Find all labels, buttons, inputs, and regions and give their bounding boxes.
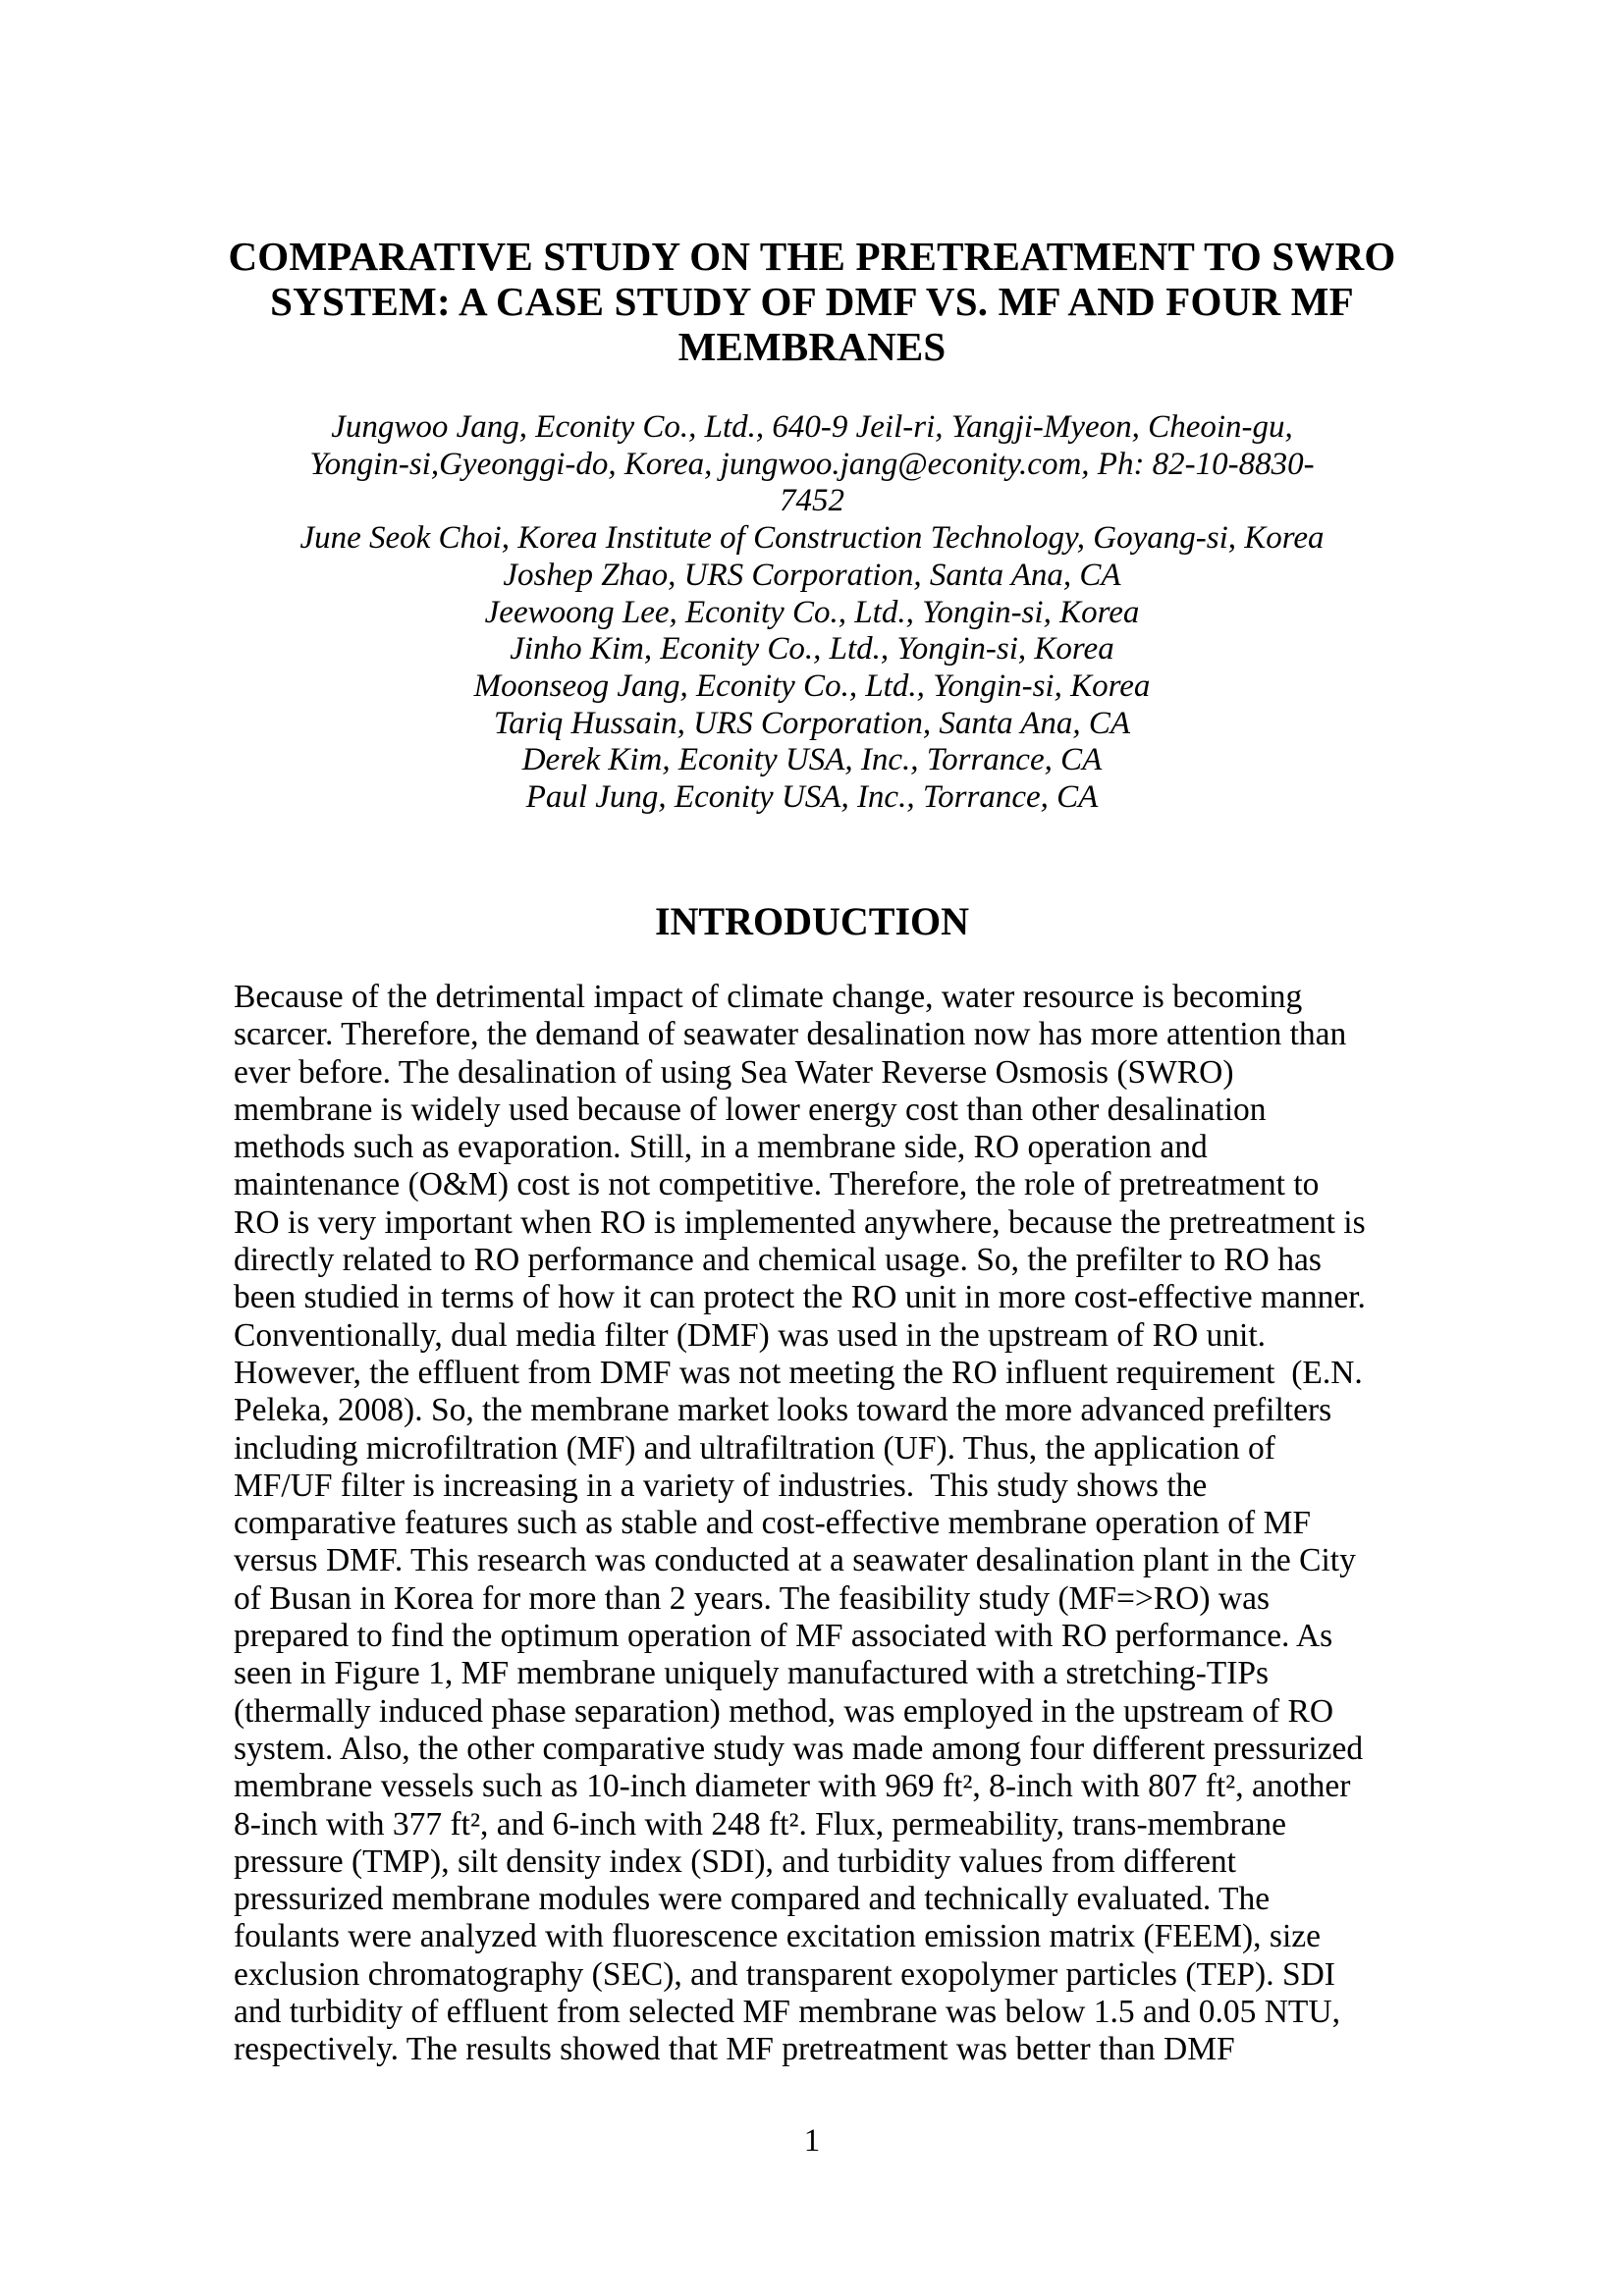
body-text-line: membrane is widely used because of lower energy cost than other desalination <box>234 1091 1267 1128</box>
body-text-line: exclusion chromatography (SEC), and transparent exopolymer particles (TEP). SDI <box>234 1955 1335 1993</box>
body-text-line: Because of the detrimental impact of climate change, water resource is becoming <box>234 979 1303 1015</box>
author-affiliation-line: Paul Jung, Econity USA, Inc., Torrance, CA <box>525 779 1099 816</box>
author-affiliation-line: Jeewoong Lee, Econity Co., Ltd., Yongin-si, Korea <box>484 594 1140 630</box>
page-number: 1 <box>803 2123 821 2159</box>
author-affiliation-line: Yongin-si,Gyeonggi-do, Korea, jungwoo.jang@econity.com, Ph: 82-10-8830- <box>309 446 1315 482</box>
author-affiliation-line: Joshep Zhao, URS Corporation, Santa Ana, CA <box>503 557 1121 593</box>
body-text-line: RO is very important when RO is implemented anywhere, because the pretreatment is <box>234 1203 1366 1241</box>
body-text-line: of Busan in Korea for more than 2 years. The feasibility study (MF=>RO) was <box>234 1579 1270 1617</box>
author-affiliations-block <box>0 409 1624 817</box>
body-text-line: pressurized membrane modules were compared and technically evaluated. The <box>234 1881 1271 1918</box>
body-text-line: comparative features such as stable and cost-effective membrane operation of MF <box>234 1505 1312 1542</box>
body-text-line: directly related to RO performance and chemical usage. So, the prefilter to RO has <box>234 1242 1322 1279</box>
body-text-line: including microfiltration (MF) and ultrafiltration (UF). Thus, the application of <box>234 1429 1275 1467</box>
body-text-line: versus DMF. This research was conducted at a seawater desalination plant in the City <box>234 1542 1356 1579</box>
body-text-line: seen in Figure 1, MF membrane uniquely manufactured with a stretching-TIPs <box>234 1655 1270 1692</box>
author-affiliation-line: Derek Kim, Econity USA, Inc., Torrance, CA <box>521 742 1103 778</box>
body-text-line: membrane vessels such as 10-inch diameter with 969 ft², 8-inch with 807 ft², another <box>234 1768 1351 1805</box>
body-text-line: ever before. The desalination of using Sea Water Reverse Osmosis (SWRO) <box>234 1053 1234 1091</box>
body-text-line: respectively. The results showed that MF pretreatment was better than DMF <box>234 2031 1235 2068</box>
title-line: COMPARATIVE STUDY ON THE PRETREATMENT TO SWRO <box>228 234 1396 279</box>
body-text-line: pressure (TMP), silt density index (SDI), and turbidity values from different <box>234 1842 1236 1880</box>
body-text-line: However, the effluent from DMF was not meeting the RO influent requirement (E.N. <box>234 1354 1363 1391</box>
body-text-line: methods such as evaporation. Still, in a membrane side, RO operation and <box>234 1129 1208 1166</box>
author-affiliation-line: 7452 <box>780 483 844 519</box>
body-text-line: system. Also, the other comparative study was made among four different pressurized <box>234 1730 1364 1767</box>
body-text-line: scarcer. Therefore, the demand of seawater desalination now has more attention than <box>234 1016 1347 1053</box>
author-affiliation-line: June Seok Choi, Korea Institute of Construction Technology, Goyang-si, Korea <box>299 520 1325 557</box>
title-line: SYSTEM: A CASE STUDY OF DMF VS. MF AND FOUR MF <box>270 279 1354 324</box>
body-text-line: 8-inch with 377 ft², and 6-inch with 248 ft². Flux, permeability, trans-membrane <box>234 1805 1286 1842</box>
section-heading-introduction: INTRODUCTION <box>654 899 970 943</box>
body-text-line: maintenance (O&M) cost is not competitive. Therefore, the role of pretreatment to <box>234 1166 1320 1203</box>
body-text-line: Peleka, 2008). So, the membrane market looks toward the more advanced prefilters <box>234 1392 1332 1429</box>
body-text-line: Conventionally, dual media filter (DMF) was used in the upstream of RO unit. <box>234 1316 1267 1354</box>
body-text-line: foulants were analyzed with fluorescence excitation emission matrix (FEEM), size <box>234 1918 1321 1955</box>
author-affiliation-line: Moonseog Jang, Econity Co., Ltd., Yongin-si, Korea <box>473 667 1151 704</box>
body-text-line: MF/UF filter is increasing in a variety of industries. This study shows the <box>234 1467 1208 1504</box>
author-affiliation-line: Tariq Hussain, URS Corporation, Santa Ana, CA <box>493 705 1131 741</box>
body-text-line: (thermally induced phase separation) method, was employed in the upstream of RO <box>234 1692 1334 1730</box>
paper-title <box>0 234 1624 369</box>
body-text-line: and turbidity of effluent from selected MF membrane was below 1.5 and 0.05 NTU, <box>234 1994 1340 2031</box>
introduction-paragraph <box>234 979 1432 2069</box>
body-text-line: been studied in terms of how it can protect the RO unit in more cost-effective manner. <box>234 1279 1366 1316</box>
body-text-line: prepared to find the optimum operation of MF associated with RO performance. As <box>234 1618 1333 1655</box>
author-affiliation-line: Jungwoo Jang, Econity Co., Ltd., 640-9 Jeil-ri, Yangji-Myeon, Cheoin-gu, <box>331 409 1293 445</box>
author-affiliation-line: Jinho Kim, Econity Co., Ltd., Yongin-si, Korea <box>510 631 1114 667</box>
title-line: MEMBRANES <box>677 324 947 369</box>
